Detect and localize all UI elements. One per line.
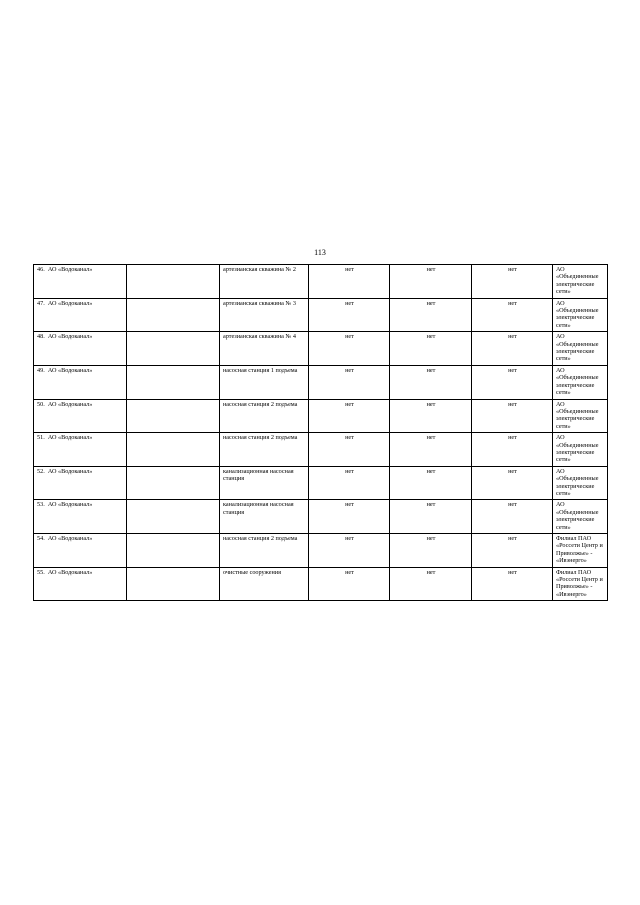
supplier-cell: АО «Объединенные электрические сети» (553, 332, 608, 366)
blank-cell (127, 466, 220, 500)
objects-table (33, 264, 608, 601)
row-number: 54. (37, 535, 45, 542)
col2-cell: нет (390, 332, 472, 366)
col1-cell: нет (309, 365, 390, 399)
org-name: АО «Водоканал» (47, 568, 93, 576)
blank-cell (127, 365, 220, 399)
row-number: 50. (37, 400, 45, 408)
object-cell: насосная станция 1 подъема (220, 365, 309, 399)
blank-cell (127, 298, 220, 332)
col2-cell: нет (390, 466, 472, 500)
object-cell: артезианская скважина № 2 (220, 265, 309, 299)
col3-cell: нет (472, 365, 553, 399)
object-cell: насосная станция 2 подъема (220, 433, 309, 467)
col3-cell: нет (472, 433, 553, 467)
col3-cell: нет (472, 399, 553, 433)
org-cell (34, 500, 127, 534)
col2-cell: нет (390, 500, 472, 534)
object-cell: канализационная насосная станция (220, 500, 309, 534)
blank-cell (127, 399, 220, 433)
org-name: АО «Водоканал» (47, 400, 93, 408)
org-name: АО «Водоканал» (47, 266, 93, 273)
col2-cell: нет (390, 298, 472, 332)
table-row (34, 298, 608, 332)
col1-cell: нет (309, 399, 390, 433)
col1-cell: нет (309, 466, 390, 500)
col2-cell: нет (390, 567, 472, 601)
col1-cell: нет (309, 500, 390, 534)
supplier-cell: АО «Объединенные электрические сети» (553, 433, 608, 467)
org-cell (34, 399, 127, 433)
page-number: 113 (314, 248, 326, 257)
org-name: АО «Водоканал» (47, 535, 93, 542)
col2-cell: нет (390, 433, 472, 467)
col2-cell: нет (390, 365, 472, 399)
org-cell (34, 332, 127, 366)
col1-cell: нет (309, 298, 390, 332)
col1-cell: нет (309, 534, 390, 568)
col1-cell: нет (309, 433, 390, 467)
col3-cell: нет (472, 466, 553, 500)
org-cell (34, 567, 127, 601)
col3-cell: нет (472, 332, 553, 366)
blank-cell (127, 534, 220, 568)
org-cell (34, 466, 127, 500)
col2-cell: нет (390, 399, 472, 433)
blank-cell (127, 433, 220, 467)
supplier-cell: АО «Объединенные электрические сети» (553, 298, 608, 332)
table-row (34, 265, 608, 299)
org-name: АО «Водоканал» (47, 366, 93, 374)
row-number: 46. (37, 266, 45, 273)
col3-cell: нет (472, 500, 553, 534)
col3-cell: нет (472, 298, 553, 332)
row-number: 48. (37, 333, 45, 341)
supplier-cell: АО «Объединенные электрические сети» (553, 500, 608, 534)
supplier-cell: АО «Объединенные электрические сети» (553, 399, 608, 433)
row-number: 53. (37, 501, 45, 509)
col1-cell: нет (309, 332, 390, 366)
table-row (34, 433, 608, 467)
supplier-cell: Филиал ПАО «Россети Центр и Приволжье» - «Ивэнерго» (553, 534, 608, 568)
org-name: АО «Водоканал» (47, 333, 93, 341)
org-name: АО «Водоканал» (47, 434, 93, 442)
row-number: 51. (37, 434, 45, 442)
table-row (34, 466, 608, 500)
col3-cell: нет (472, 567, 553, 601)
col2-cell: нет (390, 534, 472, 568)
supplier-cell: АО «Объединенные электрические сети» (553, 265, 608, 299)
table-row (34, 399, 608, 433)
col1-cell: нет (309, 567, 390, 601)
object-cell: насосная станция 2 подъема (220, 534, 309, 568)
org-cell (34, 265, 127, 299)
org-cell (34, 433, 127, 467)
col3-cell: нет (472, 534, 553, 568)
org-cell (34, 298, 127, 332)
blank-cell (127, 567, 220, 601)
row-number: 49. (37, 366, 45, 374)
object-cell: канализационная насосная станция (220, 466, 309, 500)
supplier-cell: АО «Объединенные электрические сети» (553, 466, 608, 500)
blank-cell (127, 332, 220, 366)
table-row (34, 500, 608, 534)
supplier-cell: АО «Объединенные электрические сети» (553, 365, 608, 399)
object-cell: очистные сооружения (220, 567, 309, 601)
org-cell (34, 365, 127, 399)
table-row (34, 534, 608, 568)
col3-cell: нет (472, 265, 553, 299)
table-row (34, 365, 608, 399)
blank-cell (127, 265, 220, 299)
supplier-cell: Филиал ПАО «Россети Центр и Приволжье» - «Ивэнерго» (553, 567, 608, 601)
row-number: 55. (37, 568, 45, 576)
table-row (34, 567, 608, 601)
blank-cell (127, 500, 220, 534)
org-cell (34, 534, 127, 568)
table-row (34, 332, 608, 366)
object-cell: артезианская скважина № 3 (220, 298, 309, 332)
org-name: АО «Водоканал» (47, 501, 93, 509)
org-name: АО «Водоканал» (47, 467, 93, 475)
object-cell: артезианская скважина № 4 (220, 332, 309, 366)
object-cell: насосная станция 2 подъема (220, 399, 309, 433)
org-name: АО «Водоканал» (47, 299, 93, 307)
row-number: 52. (37, 467, 45, 475)
col1-cell: нет (309, 265, 390, 299)
col2-cell: нет (390, 265, 472, 299)
row-number: 47. (37, 299, 45, 307)
